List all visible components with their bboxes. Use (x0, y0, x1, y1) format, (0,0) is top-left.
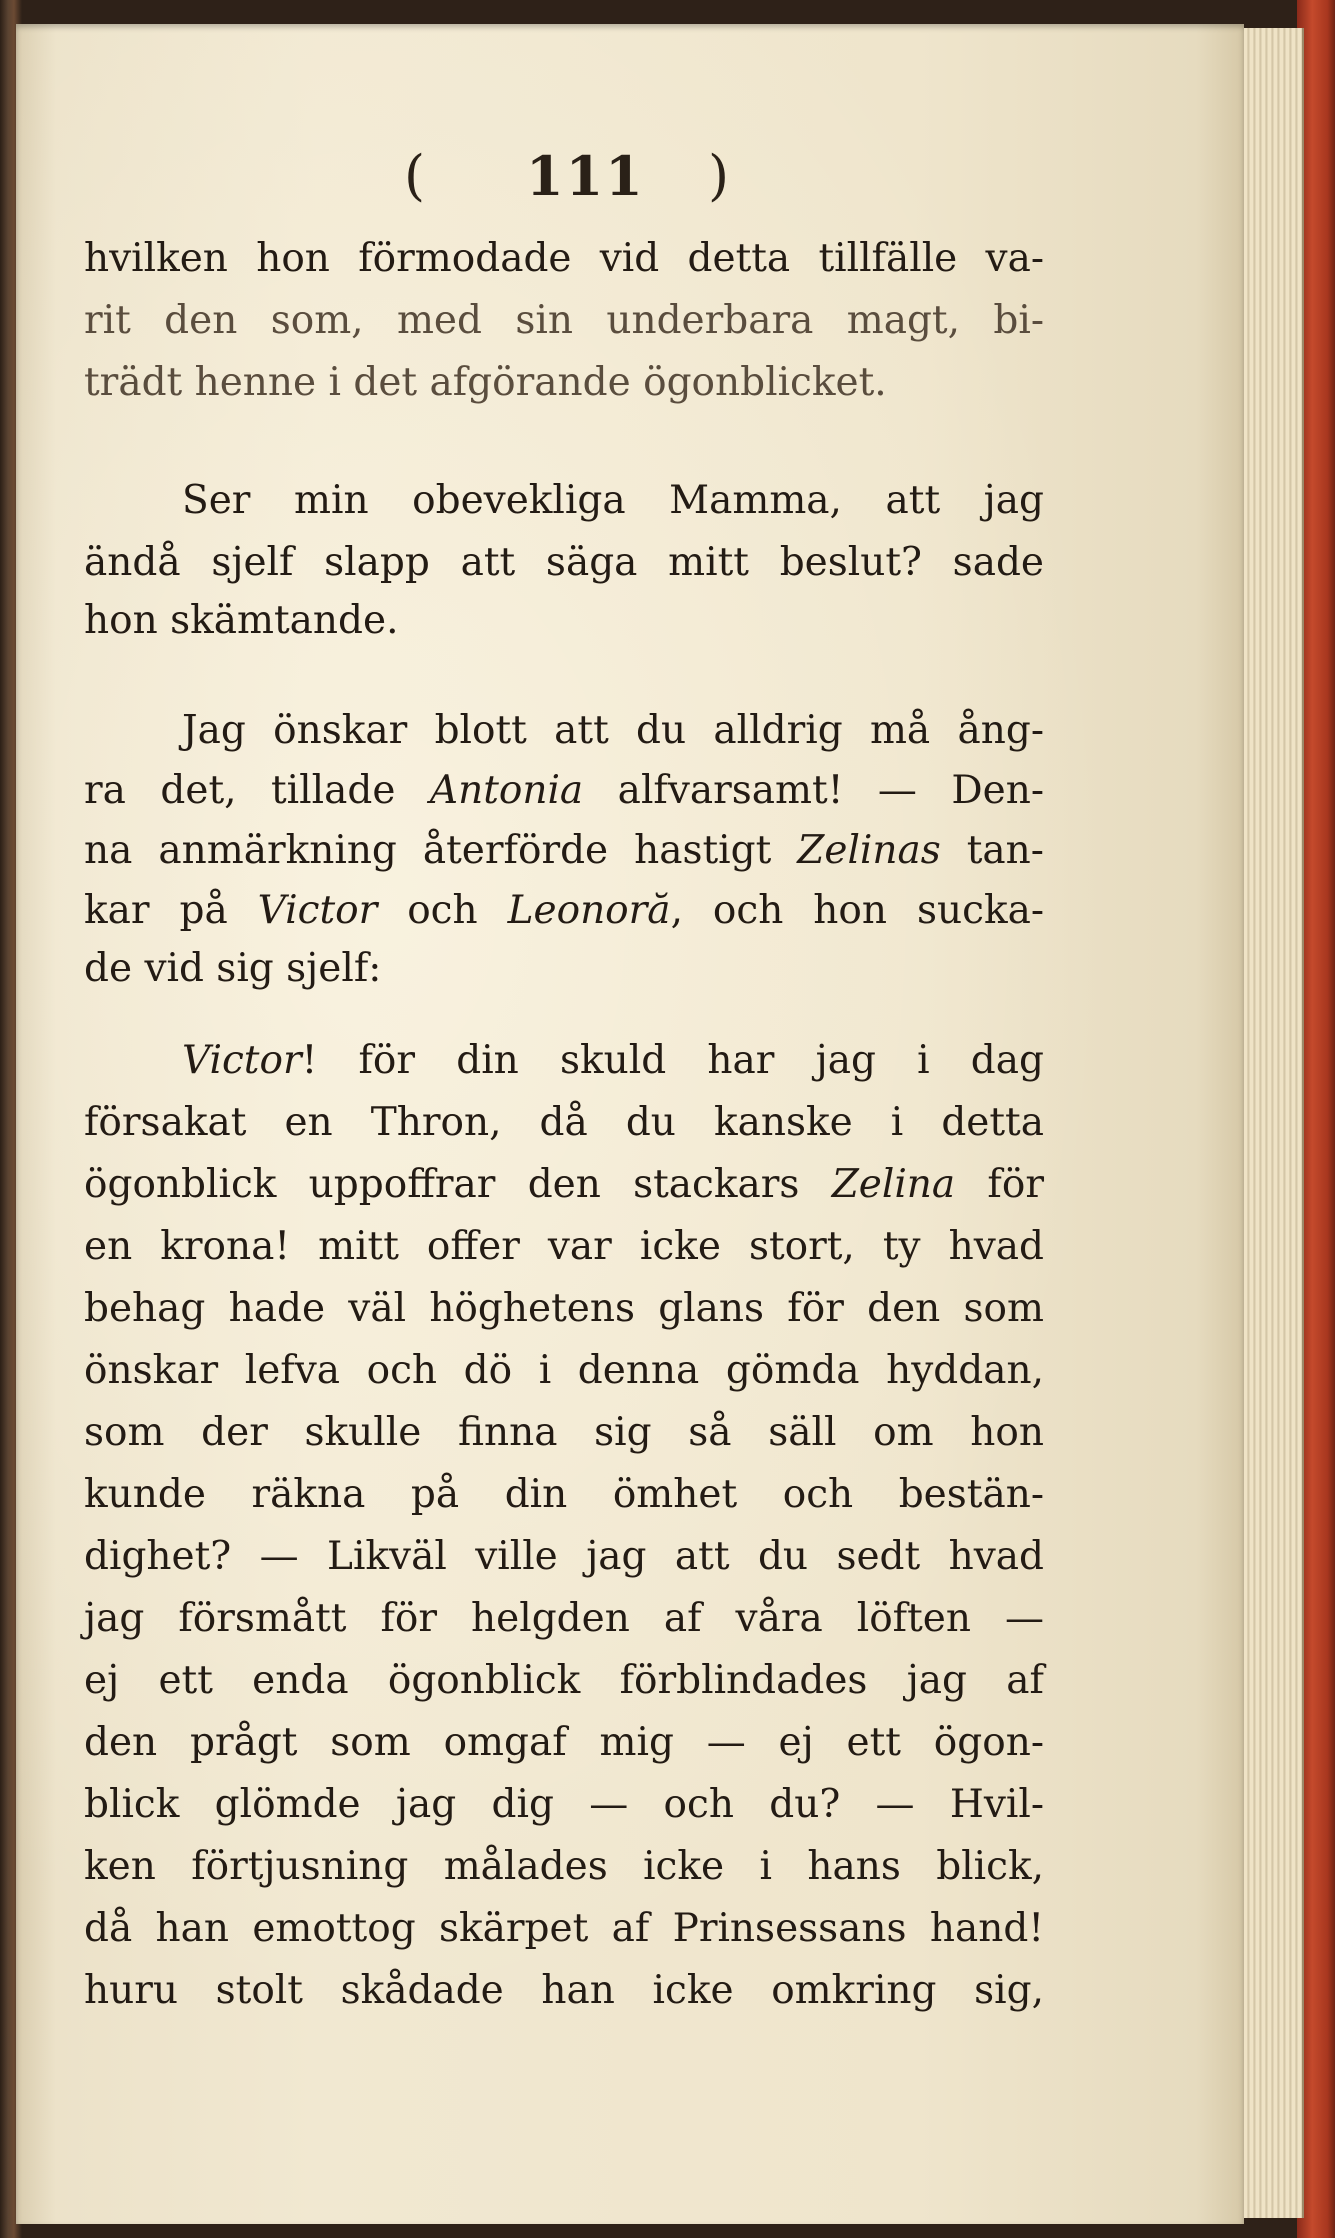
text-line: önskar lefva och dö i denna gömda hyddan, (84, 1348, 1044, 1393)
text-line: trädt henne i det afgörande ögonblicket. (84, 360, 887, 405)
text-line: jag försmått för helgden af våra löften — (84, 1596, 1044, 1641)
text-line: en krona! mitt offer var icke stort, ty hvad (84, 1224, 1044, 1269)
text-line: ken förtjusning målades icke i hans blick, (84, 1844, 1044, 1889)
text-line: ändå sjelf slapp att säga mitt beslut? sade (84, 540, 1044, 585)
text-line: kunde räkna på din ömhet och bestän- (84, 1472, 1044, 1517)
text-line: na anmärkning återförde hastigt Zelinas tan- (84, 828, 1044, 873)
text-line: försakat en Thron, då du kanske i detta (84, 1100, 1044, 1145)
text-line: Jag önskar blott att du alldrig må ång- (182, 708, 1044, 753)
page-number: 111 (526, 144, 645, 208)
text-line: ögonblick uppoffrar den stackars Zelina för (84, 1162, 1044, 1207)
text-line: hvilken hon förmodade vid detta tillfälle va- (84, 236, 1044, 281)
text-line: Victor! för din skuld har jag i dag (182, 1038, 1044, 1083)
text-line: ra det, tillade Antonia alfvarsamt! — Den- (84, 768, 1045, 813)
text-line: de vid sig sjelf: (84, 946, 382, 991)
text-line: behag hade väl höghetens glans för den som (84, 1286, 1044, 1331)
page-header (386, 144, 746, 234)
text-line: blick glömde jag dig — och du? — Hvil- (84, 1782, 1044, 1827)
text-line: som der skulle finna sig så säll om hon (84, 1410, 1044, 1455)
header-paren-right: ) (708, 144, 730, 207)
text-line: hon skämtande. (84, 598, 399, 643)
text-line: den prågt som omgaf mig — ej ett ögon- (84, 1720, 1044, 1765)
text-line: dighet? — Likväl ville jag att du sedt hvad (84, 1534, 1044, 1579)
text-line: huru stolt skådade han icke omkring sig, (84, 1968, 1044, 2013)
text-line: Ser min obevekliga Mamma, att jag (182, 478, 1044, 523)
header-paren-left: ( (404, 144, 426, 207)
book-page (16, 24, 1244, 2224)
text-line: rit den som, med sin underbara magt, bi- (84, 298, 1044, 343)
text-line: då han emottog skärpet af Prinsessans hand! (84, 1906, 1044, 1951)
text-line: ej ett enda ögonblick förblindades jag af (84, 1658, 1044, 1703)
text-line: kar på Victor och Leonoră, och hon sucka- (84, 888, 1045, 933)
